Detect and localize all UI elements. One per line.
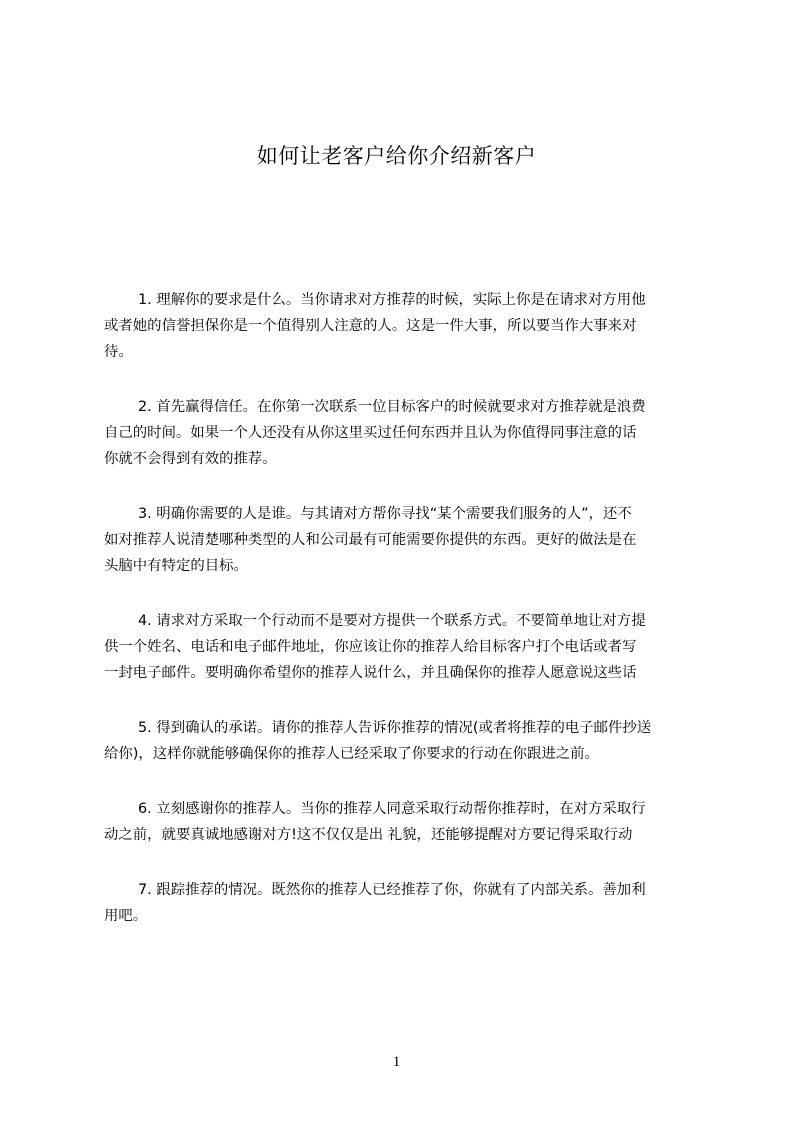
page-number: 1 bbox=[392, 1054, 401, 1070]
paragraph-line: 动之前，就要真诚地感谢对方!这不仅仅是出 礼貌，还能够提醒对方要记得采取行动 bbox=[104, 827, 633, 843]
paragraph-6 bbox=[104, 796, 698, 848]
paragraph-line: 或者她的信誉担保你是一个值得别人注意的人。这是一件大事，所以要当作大事来对 bbox=[104, 318, 637, 334]
paragraph-line: 5. 得到确认的承诺。请你的推荐人告诉你推荐的情况(或者将推荐的电子邮件抄送 bbox=[138, 720, 652, 736]
paragraph-line: 2. 首先赢得信任。在你第一次联系一位目标客户的时候就要求对方推荐就是浪费 bbox=[138, 399, 646, 415]
paragraph-line: 自己的时间。如果一个人还没有从你这里买过任何东西并且认为你值得同事注意的话 bbox=[104, 425, 637, 441]
paragraph-line: 用吧。 bbox=[104, 908, 148, 924]
paragraph-line: 一封电子邮件。要明确你希望你的推荐人说什么，并且确保你的推荐人愿意说这些话 bbox=[104, 665, 637, 681]
paragraph-7 bbox=[104, 877, 698, 929]
paragraph-line: 6. 立刻感谢你的推荐人。当你的推荐人同意采取行动帮你推荐时，在对方采取行 bbox=[138, 801, 646, 817]
paragraph-2 bbox=[104, 394, 698, 472]
paragraph-line: 4. 请求对方采取一个行动而不是要对方提供一个联系方式。不要简单地让对方提 bbox=[138, 613, 646, 629]
paragraph-line: 待。 bbox=[104, 344, 133, 360]
paragraph-line: 7. 跟踪推荐的情况。既然你的推荐人已经推荐了你，你就有了内部关系。善加利 bbox=[138, 882, 646, 898]
paragraph-line: 你就不会得到有效的推荐。 bbox=[104, 451, 277, 467]
paragraph-4 bbox=[104, 608, 698, 686]
paragraph-line: 头脑中有特定的目标。 bbox=[104, 558, 248, 574]
paragraph-1 bbox=[104, 287, 698, 365]
paragraph-line: 3. 明确你需要的人是谁。与其请对方帮你寻找“某个需要我们服务的人”，还不 bbox=[138, 506, 632, 522]
paragraph-line: 如对推荐人说清楚哪种类型的人和公司最有可能需要你提供的东西。更好的做法是在 bbox=[104, 532, 637, 548]
paragraph-5 bbox=[104, 715, 698, 767]
paragraph-line: 供一个姓名、电话和电子邮件地址，你应该让你的推荐人给目标客户打个电话或者写 bbox=[104, 639, 637, 655]
paragraph-3 bbox=[104, 501, 698, 579]
paragraph-line: 1. 理解你的要求是什么。当你请求对方推荐的时候，实际上你是在请求对方用他 bbox=[138, 292, 646, 308]
document-body bbox=[104, 287, 698, 958]
page-title: 如何让老客户给你介绍新客户 bbox=[256, 144, 537, 168]
paragraph-line: 给你)，这样你就能够确保你的推荐人已经采取了你要求的行动在你跟进之前。 bbox=[104, 746, 599, 762]
